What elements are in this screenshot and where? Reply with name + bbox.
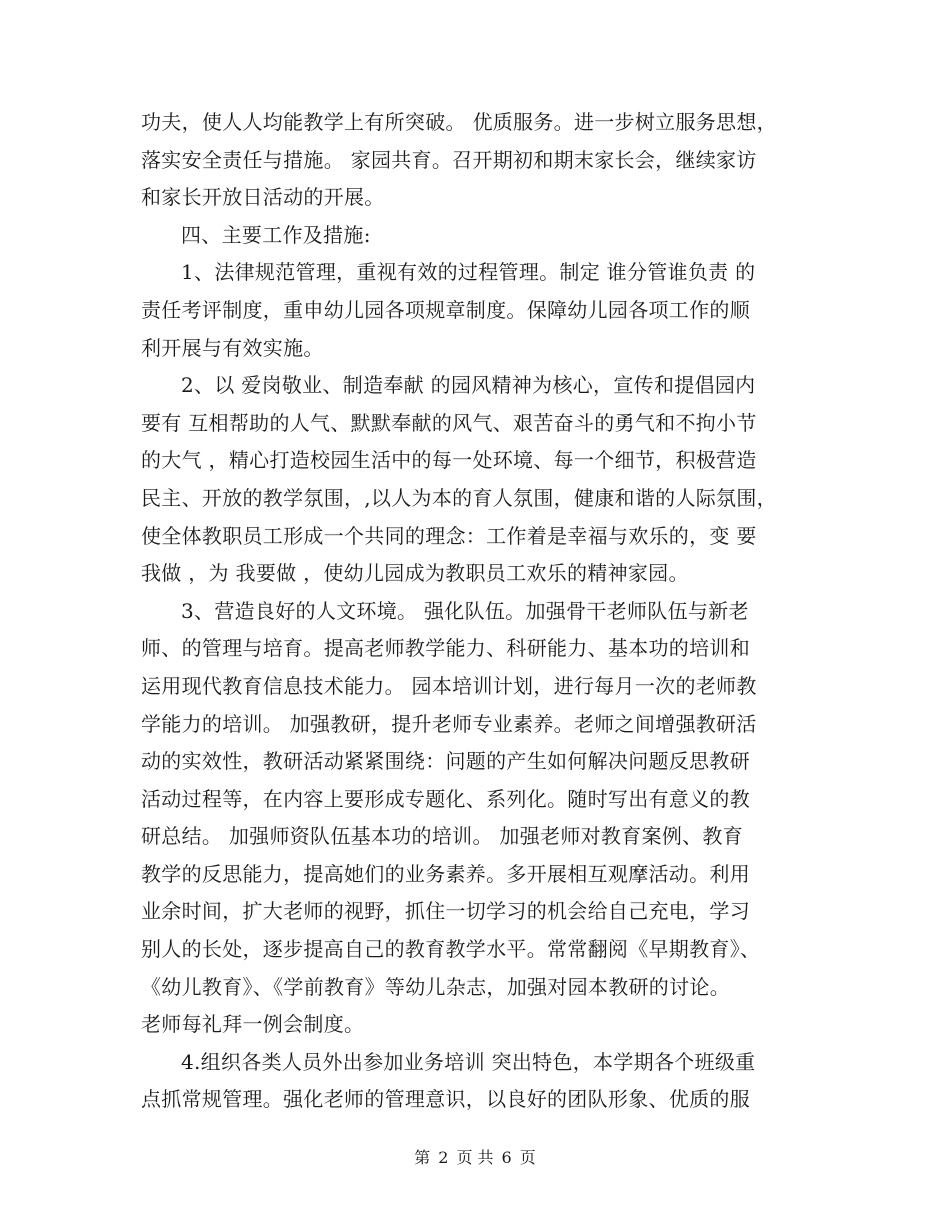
text-line: 点抓常规管理。强化老师的管理意识，以良好的团队形象、优质的服 [141,1087,750,1112]
text-line: 教学的反思能力，提高她们的业务素养。多开展相互观摩活动。利用 [141,861,750,886]
footer-prefix: 第 [414,1148,431,1167]
footer-suffix: 页 [519,1148,536,1167]
footer-current-page: 2 [438,1148,449,1167]
footer-middle: 页 共 [456,1148,494,1167]
text-line: 3、营造良好的人文环境。 强化队伍。加强骨干老师队伍与新老 [181,598,749,623]
text-line: 别人的长处，逐步提高自己的教育教学水平。常常翻阅《早期教育》、 [141,937,761,962]
text-line: 老师每礼拜一例会制度。 [141,1012,365,1037]
text-line: 四、主要工作及措施: [181,222,371,247]
text-line: 1、法律规范管理，重视有效的过程管理。制定 谁分管谁负责 的 [181,260,756,285]
text-line: 使全体教职员工形成一个共同的理念：工作着是幸福与欢乐的，变 要 [141,523,757,548]
text-line: 4.组织各类人员外出参加业务培训 突出特色，本学期各个班级重 [181,1049,756,1074]
text-line: 要有 互相帮助的人气、默默奉献的风气、艰苦奋斗的勇气和不拘小节 [141,410,757,435]
text-line: 和家长开放日活动的开展。 [141,185,385,210]
text-line: 责任考评制度，重申幼儿园各项规章制度。保障幼儿园各项工作的顺 [141,297,750,322]
text-line: 《幼儿教育》、《学前教育》等幼儿杂志，加强对园本教研的讨论。 [141,974,730,999]
text-line: 落实安全责任与措施。 家园共育。召开期初和期末家长会，继续家访 [141,147,757,172]
text-line: 师、的管理与培育。提高老师教学能力、科研能力、基本功的培训和 [141,636,750,661]
text-line: 业余时间，扩大老师的视野，抓住一切学习的机会给自己充电，学习 [141,899,750,924]
text-line: 的大气 ，精心打造校园生活中的每一处环境、每一个细节，积极营造 [141,448,757,473]
text-line: 功夫，使人人均能教学上有所突破。 优质服务。进一步树立服务思想， [141,110,777,134]
body-text [141,104,841,1119]
page-footer [0,1148,950,1168]
text-line: 研总结。 加强师资队伍基本功的培训。 加强老师对教育案例、教育 [141,824,744,849]
text-line: 2、以 爱岗敬业、制造奉献 的园风精神为核心，宣传和提倡园内 [181,373,756,398]
text-line: 运用现代教育信息技术能力。 园本培训计划，进行每月一次的老师教 [141,673,757,698]
text-line: 民主、开放的教学氛围，,以人为本的育人氛围，健康和谐的人际氛围， [141,485,777,510]
text-line: 动的实效性，教研活动紧紧围绕：问题的产生如何解决问题反思教研 [141,749,750,774]
footer-total-pages: 6 [501,1148,512,1167]
text-line: 利开展与有效实施。 [141,335,324,360]
text-line: 活动过程等，在内容上要形成专题化、系列化。随时写出有意义的教 [141,786,750,811]
text-line: 学能力的培训。 加强教研，提升老师专业素养。老师之间增强教研活 [141,711,757,736]
text-line: 我做 ，为 我要做 ，使幼儿园成为教职员工欢乐的精神家园。 [141,561,689,586]
